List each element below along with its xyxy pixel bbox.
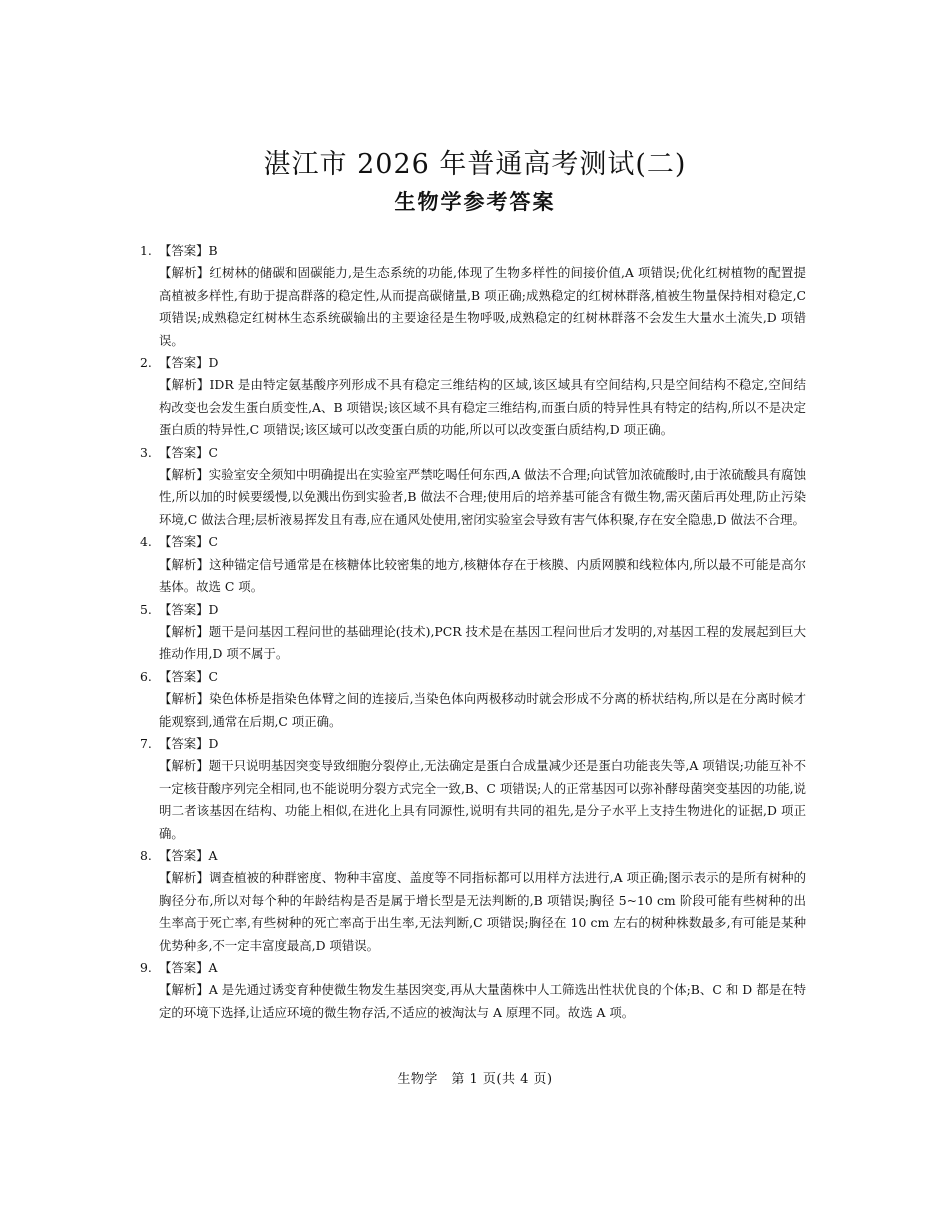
- answer-line: [140, 531, 806, 553]
- answer-text: 【答案】B: [159, 243, 218, 258]
- answer-text: 【答案】C: [159, 534, 219, 550]
- answer-text: 【答案】D: [159, 355, 219, 371]
- page-footer: 生物学 第 1 页(共 4 页): [397, 1072, 553, 1087]
- explanation-text: 【解析】题干是问基因工程问世的基础理论(技术),PCR 技术是在基因工程问世后才发明的,对基因工程的发展起到巨大推动作用,D 项不属于。: [159, 623, 806, 662]
- answer-line: [140, 733, 806, 755]
- page-title: 湛江市 2026 年普通高考测试(二): [263, 149, 687, 180]
- explanation-text: 【解析】A 是先通过诱变育种使微生物发生基因突变,再从大量菌株中人工筛选出性状优良的个体;B、C 和 D 都是在特定的环境下选择,让适应环境的微生物存活,不适应的被淘汰与 A 原理不同。故选 A 项。: [159, 982, 806, 1020]
- question-item: [140, 442, 806, 532]
- answer-line: [140, 957, 806, 979]
- explanation-text: 【解析】IDR 是由特定氨基酸序列形成不具有稳定三维结构的区域,该区域具有空间结构,只是空间结构不稳定,空间结构改变也会发生蛋白质变性,A、B 项错误;该区域不具有稳定三维结构,而蛋白质的特异性具有特定的结构,所以不是决定蛋白质的特异性,C 项错误;该区域可以改变蛋白质的功能,所以可以改变蛋白质结构,D 项正确。: [159, 377, 806, 438]
- question-item: [140, 240, 806, 352]
- question-number: 8.: [140, 847, 152, 863]
- explanation-text: 【解析】这种锚定信号通常是在核糖体比较密集的地方,核糖体存在于核膜、内质网膜和线粒体内,所以最不可能是高尔基体。故选 C 项。: [159, 556, 806, 595]
- question-item: [140, 599, 806, 666]
- answer-text: 【答案】C: [159, 444, 219, 460]
- question-number: 4.: [140, 534, 152, 550]
- answer-text: 【答案】A: [159, 960, 218, 975]
- question-number: 6.: [140, 668, 152, 684]
- explanation-text: 【解析】染色体桥是指染色体臂之间的连接后,当染色体向两极移动时就会形成不分离的桥状结构,所以是在分离时候才能观察到,通常在后期,C 项正确。: [159, 691, 806, 729]
- answer-line: [140, 666, 806, 688]
- question-item: [140, 957, 806, 1024]
- question-number: 9.: [140, 960, 152, 975]
- explanation-text: 【解析】实验室安全须知中明确提出在实验室严禁吃喝任何东西,A 做法不合理;向试管加浓硫酸时,由于浓硫酸具有腐蚀性,所以加的时候要缓慢,以免溅出伤到实验者,B 做法不合理;使用后的培养基可能含有微生物,需灭菌后再处理,防止污染环境,C 做法合理;层析液易挥发且有毒,应在通风处使用,密闭实验室会导致有害气体积聚,存在安全隐患,D 做法不合理。: [159, 467, 806, 527]
- question-item: [140, 531, 806, 598]
- explanation-text: 【解析】题干只说明基因突变导致细胞分裂停止,无法确定是蛋白合成量减少还是蛋白功能丧失等,A 项错误;功能互补不一定核苷酸序列完全相同,也不能说明分裂方式完全一致,B、C 项错误;人的正常基因可以弥补酵母菌突变基因的功能,说明二者该基因在结构、功能上相似,在进化上具有同源性,说明有共同的祖先,是分子水平上支持生物进化的证据,D 项正确。: [159, 758, 806, 841]
- answer-line: [140, 240, 806, 262]
- question-item: [140, 733, 806, 845]
- question-item: [140, 666, 806, 733]
- question-item: [140, 845, 806, 957]
- question-number: 7.: [140, 735, 152, 751]
- answer-line: [140, 442, 806, 464]
- explanation-text: 【解析】红树林的储碳和固碳能力,是生态系统的功能,体现了生物多样性的间接价值,A 项错误;优化红树植物的配置提高植被多样性,有助于提高群落的稳定性,从而提高碳储量,B 项正确;成熟稳定的红树林群落,植被生物量保持相对稳定,C 项错误;成熟稳定红树林生态系统碳输出的主要途径是生物呼吸,成熟稳定的红树林群落不会发生大量水土流失,D 项错误。: [159, 265, 806, 348]
- question-number: 3.: [140, 444, 152, 460]
- question-item: [140, 352, 806, 442]
- answer-line: [140, 352, 806, 374]
- answer-text: 【答案】D: [159, 735, 219, 751]
- question-number: 1.: [140, 243, 152, 258]
- question-number: 2.: [140, 355, 152, 371]
- page-subtitle: 生物学参考答案: [394, 190, 556, 214]
- answer-text: 【答案】D: [159, 601, 219, 617]
- answer-line: [140, 845, 806, 867]
- answer-list: [140, 240, 806, 1024]
- explanation-text: 【解析】调查植被的种群密度、物种丰富度、盖度等不同指标都可以用样方法进行,A 项正确;图示表示的是所有树种的胸径分布,所以对每个种的年龄结构是否是属于增长型是无法判断的,B 项错误;胸径 5~10 cm 阶段可能有些树种的出生率高于死亡率,有些树种的死亡率高于出生率,无法判断,C 项错误;胸径在 10 cm 左右的树种株数最多,有可能是某种优势种多,不一定丰富度最高,D 项错误。: [159, 870, 806, 953]
- answer-text: 【答案】C: [159, 668, 219, 684]
- answer-text: 【答案】A: [159, 847, 218, 863]
- answer-line: [140, 599, 806, 621]
- question-number: 5.: [140, 601, 152, 617]
